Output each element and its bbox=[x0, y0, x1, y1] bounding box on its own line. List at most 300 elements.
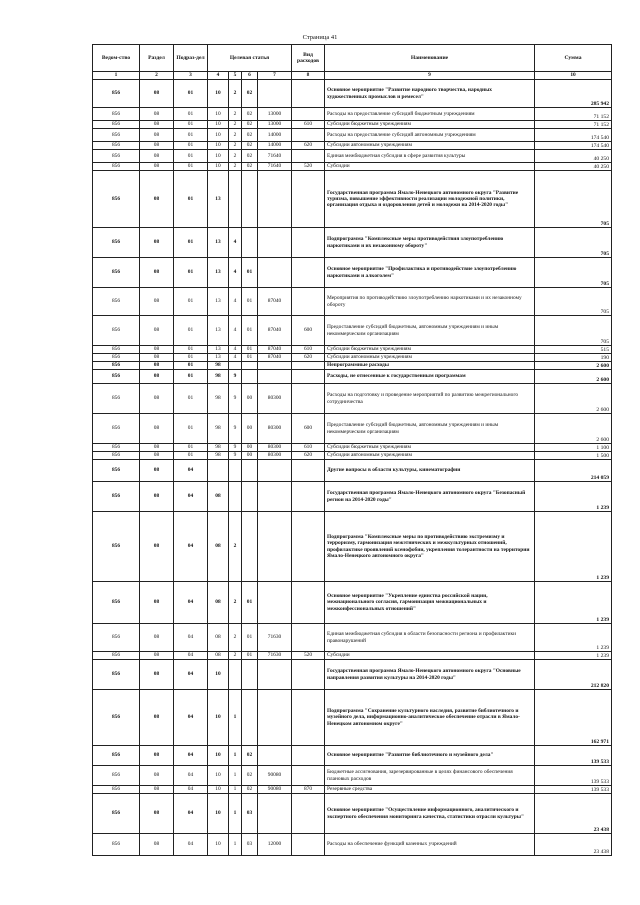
cell-cs-event: 00 bbox=[242, 384, 258, 414]
cell-name: Предоставление субсидий бюджетным, автономным учреждениям и иным некоммерческим организациям bbox=[325, 316, 535, 346]
cell-cs-direction bbox=[258, 746, 292, 766]
cell-sum: 71 152 bbox=[535, 108, 612, 121]
cell-podrazdel: 01 bbox=[174, 163, 208, 171]
table-row bbox=[93, 316, 612, 346]
cell-cs-subprogram: 2 bbox=[229, 150, 242, 163]
table-row bbox=[93, 150, 612, 163]
cell-cs-program: 10 bbox=[208, 142, 229, 150]
table-row bbox=[93, 370, 612, 384]
cell-podrazdel: 01 bbox=[174, 370, 208, 384]
cell-razdel: 08 bbox=[140, 834, 174, 856]
cell-cs-subprogram: 9 bbox=[229, 444, 242, 452]
cell-sum: 190 bbox=[535, 354, 612, 362]
cell-cs-subprogram: 4 bbox=[229, 258, 242, 288]
cell-vedomstvo: 856 bbox=[93, 316, 140, 346]
cell-name: Единая межбюджетная субсидия в сфере развития культуры bbox=[325, 150, 535, 163]
cell-razdel: 08 bbox=[140, 452, 174, 460]
cell-cs-direction: 80300 bbox=[258, 452, 292, 460]
cell-name: Расходы на предоставление субсидий автономным учреждениям bbox=[325, 129, 535, 142]
cell-cs-subprogram: 1 bbox=[229, 786, 242, 794]
cell-vedomstvo: 856 bbox=[93, 746, 140, 766]
cell-cs-direction: 71630 bbox=[258, 624, 292, 652]
cell-podrazdel: 04 bbox=[174, 794, 208, 834]
column-number: 4 bbox=[208, 72, 229, 80]
cell-cs-event: 02 bbox=[242, 121, 258, 129]
cell-cs-event: 00 bbox=[242, 452, 258, 460]
cell-cs-event bbox=[242, 460, 258, 482]
cell-sum: 1 239 bbox=[535, 652, 612, 660]
cell-cs-subprogram: 4 bbox=[229, 288, 242, 316]
cell-name: Субсидии автономным учреждениям bbox=[325, 452, 535, 460]
header-naimenovanie: Наименование bbox=[325, 45, 535, 72]
cell-name: Подпрограмма "Сохранение культурного наследия, развитие библиотечного и музейного дела, информационно-аналитическое обеспечение отрасли в Ямало-Ненецком автономном округе" bbox=[325, 690, 535, 746]
cell-sum: 40 250 bbox=[535, 163, 612, 171]
cell-name: Субсидии бюджетным учреждениям bbox=[325, 346, 535, 354]
table-row bbox=[93, 288, 612, 316]
cell-cs-subprogram: 2 bbox=[229, 129, 242, 142]
cell-cs-subprogram bbox=[229, 171, 242, 228]
cell-cs-program: 08 bbox=[208, 652, 229, 660]
cell-cs-subprogram: 9 bbox=[229, 384, 242, 414]
cell-cs-subprogram: 2 bbox=[229, 108, 242, 121]
cell-name: Расходы, не отнесенные к государственным программам bbox=[325, 370, 535, 384]
cell-sum: 705 bbox=[535, 316, 612, 346]
cell-name: Единая межбюджетная субсидия в области безопасности региона и профилактики правонарушений bbox=[325, 624, 535, 652]
cell-vid-rashodov bbox=[292, 660, 325, 690]
cell-vedomstvo: 856 bbox=[93, 142, 140, 150]
page-number: Страница 41 bbox=[302, 34, 338, 41]
cell-vid-rashodov: 620 bbox=[292, 142, 325, 150]
cell-cs-direction: 87040 bbox=[258, 316, 292, 346]
cell-razdel: 08 bbox=[140, 766, 174, 786]
header-summa: Сумма bbox=[535, 45, 612, 72]
cell-vid-rashodov bbox=[292, 129, 325, 142]
cell-cs-event: 00 bbox=[242, 414, 258, 444]
cell-vedomstvo: 856 bbox=[93, 362, 140, 370]
cell-cs-event: 01 bbox=[242, 288, 258, 316]
cell-podrazdel: 01 bbox=[174, 129, 208, 142]
cell-cs-direction: 14000 bbox=[258, 142, 292, 150]
cell-cs-program: 13 bbox=[208, 288, 229, 316]
cell-razdel: 08 bbox=[140, 228, 174, 258]
cell-name: Подпрограмма "Комплексные меры по противодействию экстремизму и терроризму, гармонизация межэтнических и межкультурных отношений, профилактике проявлений ксенофобии, укрепления толерантности на территории Ямало-Ненецкого автономного округа" bbox=[325, 512, 535, 582]
cell-name: Бюджетные ассигнования, зарезервированные в целях финансового обеспечения плановых расходов bbox=[325, 766, 535, 786]
cell-cs-event: 02 bbox=[242, 80, 258, 108]
cell-cs-subprogram: 4 bbox=[229, 346, 242, 354]
cell-podrazdel: 01 bbox=[174, 346, 208, 354]
cell-cs-event bbox=[242, 690, 258, 746]
table-row bbox=[93, 512, 612, 582]
cell-cs-subprogram: 2 bbox=[229, 121, 242, 129]
cell-vid-rashodov: 610 bbox=[292, 121, 325, 129]
cell-vedomstvo: 856 bbox=[93, 482, 140, 512]
cell-cs-program: 10 bbox=[208, 766, 229, 786]
cell-name: Государственная программа Ямало-Ненецкого автономного округа "Развитие туризма, повышение эффективности реализации молодежной политики, организация отдыха и оздоровления детей и молодежи на 2014-2020 годы" bbox=[325, 171, 535, 228]
cell-cs-event bbox=[242, 660, 258, 690]
cell-cs-program: 10 bbox=[208, 794, 229, 834]
cell-cs-program: 08 bbox=[208, 482, 229, 512]
cell-sum: 23 438 bbox=[535, 794, 612, 834]
cell-cs-event: 02 bbox=[242, 142, 258, 150]
column-number: 5 bbox=[229, 72, 242, 80]
cell-sum: 174 540 bbox=[535, 142, 612, 150]
cell-cs-event: 00 bbox=[242, 444, 258, 452]
cell-razdel: 08 bbox=[140, 624, 174, 652]
cell-cs-event: 01 bbox=[242, 652, 258, 660]
cell-podrazdel: 01 bbox=[174, 171, 208, 228]
cell-cs-subprogram: 2 bbox=[229, 624, 242, 652]
cell-name: Государственная программа Ямало-Ненецкого автономного округа "Безопасный регион на 2014-2020 годы" bbox=[325, 482, 535, 512]
cell-cs-event: 01 bbox=[242, 582, 258, 624]
cell-name: Другие вопросы в области культуры, кинематографии bbox=[325, 460, 535, 482]
cell-cs-event: 03 bbox=[242, 834, 258, 856]
cell-name: Непрограммные расходы bbox=[325, 362, 535, 370]
cell-vedomstvo: 856 bbox=[93, 452, 140, 460]
cell-sum: 162 971 bbox=[535, 690, 612, 746]
cell-vedomstvo: 856 bbox=[93, 460, 140, 482]
cell-cs-direction: 12000 bbox=[258, 834, 292, 856]
cell-razdel: 08 bbox=[140, 582, 174, 624]
cell-vid-rashodov bbox=[292, 624, 325, 652]
cell-cs-direction: 90080 bbox=[258, 766, 292, 786]
cell-cs-subprogram: 9 bbox=[229, 414, 242, 444]
cell-vedomstvo: 856 bbox=[93, 652, 140, 660]
cell-vid-rashodov bbox=[292, 108, 325, 121]
cell-cs-event: 01 bbox=[242, 354, 258, 362]
cell-cs-program: 10 bbox=[208, 80, 229, 108]
cell-vid-rashodov bbox=[292, 482, 325, 512]
table-row bbox=[93, 786, 612, 794]
cell-name: Основное мероприятие "Развитие библиотечного и музейного дела" bbox=[325, 746, 535, 766]
cell-cs-direction bbox=[258, 512, 292, 582]
cell-cs-subprogram bbox=[229, 482, 242, 512]
column-number: 1 bbox=[93, 72, 140, 80]
cell-cs-direction: 71640 bbox=[258, 150, 292, 163]
cell-podrazdel: 01 bbox=[174, 288, 208, 316]
table-row bbox=[93, 228, 612, 258]
cell-podrazdel: 04 bbox=[174, 460, 208, 482]
cell-sum: 2 600 bbox=[535, 362, 612, 370]
cell-cs-direction: 87040 bbox=[258, 354, 292, 362]
cell-sum: 139 533 bbox=[535, 746, 612, 766]
cell-cs-program: 08 bbox=[208, 582, 229, 624]
cell-vid-rashodov: 600 bbox=[292, 414, 325, 444]
cell-vid-rashodov: 620 bbox=[292, 354, 325, 362]
cell-cs-program: 13 bbox=[208, 346, 229, 354]
cell-sum: 71 152 bbox=[535, 121, 612, 129]
cell-vedomstvo: 856 bbox=[93, 121, 140, 129]
header-celevaya-statya: Целевая статья bbox=[208, 45, 292, 72]
cell-vid-rashodov bbox=[292, 258, 325, 288]
cell-vedomstvo: 856 bbox=[93, 794, 140, 834]
cell-cs-direction: 90080 bbox=[258, 786, 292, 794]
cell-razdel: 08 bbox=[140, 163, 174, 171]
cell-cs-direction bbox=[258, 660, 292, 690]
table-row bbox=[93, 80, 612, 108]
cell-cs-program: 10 bbox=[208, 786, 229, 794]
cell-podrazdel: 01 bbox=[174, 316, 208, 346]
cell-name: Основное мероприятие "Укрепление единства российской нации, межнационального согласия, гармонизация межнациональных и межконфессиональных отношений" bbox=[325, 582, 535, 624]
cell-vedomstvo: 856 bbox=[93, 354, 140, 362]
cell-vedomstvo: 856 bbox=[93, 384, 140, 414]
cell-podrazdel: 01 bbox=[174, 362, 208, 370]
cell-podrazdel: 04 bbox=[174, 746, 208, 766]
cell-razdel: 08 bbox=[140, 652, 174, 660]
cell-cs-subprogram: 2 bbox=[229, 142, 242, 150]
cell-cs-direction bbox=[258, 460, 292, 482]
cell-vedomstvo: 856 bbox=[93, 228, 140, 258]
cell-sum: 139 533 bbox=[535, 786, 612, 794]
table-row bbox=[93, 460, 612, 482]
cell-sum: 1 100 bbox=[535, 444, 612, 452]
cell-razdel: 08 bbox=[140, 346, 174, 354]
table-row bbox=[93, 794, 612, 834]
cell-cs-program: 10 bbox=[208, 690, 229, 746]
cell-cs-subprogram bbox=[229, 660, 242, 690]
cell-podrazdel: 01 bbox=[174, 121, 208, 129]
cell-cs-subprogram bbox=[229, 460, 242, 482]
cell-cs-program: 10 bbox=[208, 129, 229, 142]
cell-cs-event bbox=[242, 370, 258, 384]
table-row bbox=[93, 482, 612, 512]
cell-cs-event: 02 bbox=[242, 108, 258, 121]
cell-sum: 2 600 bbox=[535, 414, 612, 444]
cell-cs-subprogram: 2 bbox=[229, 512, 242, 582]
cell-name: Основное мероприятие "Развитие народного творчества, народных художественных промыслов и ремесел" bbox=[325, 80, 535, 108]
cell-razdel: 08 bbox=[140, 460, 174, 482]
cell-vedomstvo: 856 bbox=[93, 766, 140, 786]
budget-table-sheet bbox=[92, 44, 611, 856]
cell-name: Расходы на обеспечение функций казенных учреждений bbox=[325, 834, 535, 856]
cell-cs-event bbox=[242, 482, 258, 512]
table-row bbox=[93, 660, 612, 690]
cell-cs-direction: 71640 bbox=[258, 163, 292, 171]
cell-razdel: 08 bbox=[140, 129, 174, 142]
cell-podrazdel: 01 bbox=[174, 258, 208, 288]
cell-podrazdel: 04 bbox=[174, 766, 208, 786]
cell-cs-event: 02 bbox=[242, 129, 258, 142]
cell-cs-subprogram: 4 bbox=[229, 316, 242, 346]
table-row bbox=[93, 129, 612, 142]
cell-name: Расходы на предоставление субсидий бюджетным учреждениям bbox=[325, 108, 535, 121]
budget-table bbox=[92, 44, 612, 856]
cell-vid-rashodov bbox=[292, 370, 325, 384]
table-row bbox=[93, 414, 612, 444]
cell-cs-subprogram: 9 bbox=[229, 370, 242, 384]
cell-podrazdel: 01 bbox=[174, 142, 208, 150]
cell-razdel: 08 bbox=[140, 80, 174, 108]
cell-razdel: 08 bbox=[140, 794, 174, 834]
cell-cs-program: 10 bbox=[208, 834, 229, 856]
cell-vedomstvo: 856 bbox=[93, 690, 140, 746]
cell-razdel: 08 bbox=[140, 258, 174, 288]
cell-razdel: 08 bbox=[140, 370, 174, 384]
cell-cs-program: 10 bbox=[208, 121, 229, 129]
cell-razdel: 08 bbox=[140, 171, 174, 228]
cell-sum: 285 942 bbox=[535, 80, 612, 108]
table-row bbox=[93, 452, 612, 460]
cell-cs-direction: 87040 bbox=[258, 346, 292, 354]
cell-vid-rashodov: 600 bbox=[292, 316, 325, 346]
table-row bbox=[93, 690, 612, 746]
cell-cs-event bbox=[242, 228, 258, 258]
cell-cs-subprogram bbox=[229, 362, 242, 370]
table-row bbox=[93, 624, 612, 652]
cell-cs-program: 13 bbox=[208, 171, 229, 228]
cell-vid-rashodov bbox=[292, 288, 325, 316]
cell-vedomstvo: 856 bbox=[93, 150, 140, 163]
cell-name: Субсидии автономным учреждениям bbox=[325, 142, 535, 150]
cell-sum: 1 500 bbox=[535, 452, 612, 460]
cell-cs-program: 98 bbox=[208, 362, 229, 370]
cell-vid-rashodov: 610 bbox=[292, 444, 325, 452]
cell-cs-program: 08 bbox=[208, 624, 229, 652]
cell-vid-rashodov: 520 bbox=[292, 652, 325, 660]
cell-name: Подпрограмма "Комплексные меры противодействия злоупотреблению наркотиками и их незаконному обороту" bbox=[325, 228, 535, 258]
column-number-row bbox=[93, 72, 612, 80]
cell-name: Резервные средства bbox=[325, 786, 535, 794]
table-row bbox=[93, 834, 612, 856]
cell-cs-program: 98 bbox=[208, 444, 229, 452]
cell-name: Мероприятия по противодействию злоупотреблению наркотиками и их незаконному обороту bbox=[325, 288, 535, 316]
cell-cs-direction: 71630 bbox=[258, 652, 292, 660]
cell-vid-rashodov bbox=[292, 746, 325, 766]
cell-vid-rashodov: 620 bbox=[292, 452, 325, 460]
cell-cs-event bbox=[242, 171, 258, 228]
cell-cs-direction bbox=[258, 362, 292, 370]
cell-sum: 139 533 bbox=[535, 766, 612, 786]
cell-sum: 705 bbox=[535, 228, 612, 258]
table-row bbox=[93, 582, 612, 624]
column-number: 8 bbox=[292, 72, 325, 80]
cell-sum: 1 239 bbox=[535, 624, 612, 652]
cell-sum: 23 438 bbox=[535, 834, 612, 856]
cell-cs-direction: 80300 bbox=[258, 444, 292, 452]
cell-cs-event: 01 bbox=[242, 624, 258, 652]
table-row bbox=[93, 746, 612, 766]
cell-vedomstvo: 856 bbox=[93, 370, 140, 384]
cell-vedomstvo: 856 bbox=[93, 660, 140, 690]
cell-sum: 40 250 bbox=[535, 150, 612, 163]
cell-cs-program: 08 bbox=[208, 512, 229, 582]
cell-cs-direction bbox=[258, 370, 292, 384]
cell-podrazdel: 04 bbox=[174, 652, 208, 660]
column-number: 7 bbox=[258, 72, 292, 80]
cell-podrazdel: 01 bbox=[174, 452, 208, 460]
cell-cs-program: 13 bbox=[208, 354, 229, 362]
cell-vedomstvo: 856 bbox=[93, 163, 140, 171]
cell-vedomstvo: 856 bbox=[93, 108, 140, 121]
table-row bbox=[93, 142, 612, 150]
cell-cs-event: 02 bbox=[242, 150, 258, 163]
header-vid-rashodov: Вид расходов bbox=[292, 45, 325, 72]
header-podrazdel: Подраз-дел bbox=[174, 45, 208, 72]
cell-vedomstvo: 856 bbox=[93, 80, 140, 108]
cell-vid-rashodov bbox=[292, 834, 325, 856]
cell-cs-subprogram: 1 bbox=[229, 746, 242, 766]
cell-sum: 515 bbox=[535, 346, 612, 354]
cell-vid-rashodov bbox=[292, 228, 325, 258]
cell-razdel: 08 bbox=[140, 142, 174, 150]
cell-sum: 1 239 bbox=[535, 512, 612, 582]
table-row bbox=[93, 108, 612, 121]
cell-sum: 1 239 bbox=[535, 482, 612, 512]
cell-cs-direction bbox=[258, 582, 292, 624]
table-body bbox=[93, 80, 612, 856]
cell-podrazdel: 01 bbox=[174, 414, 208, 444]
cell-cs-program: 98 bbox=[208, 370, 229, 384]
cell-vid-rashodov: 520 bbox=[292, 163, 325, 171]
cell-cs-event: 01 bbox=[242, 258, 258, 288]
cell-cs-subprogram: 9 bbox=[229, 452, 242, 460]
cell-cs-program: 10 bbox=[208, 163, 229, 171]
cell-sum: 705 bbox=[535, 171, 612, 228]
cell-cs-subprogram: 2 bbox=[229, 582, 242, 624]
cell-razdel: 08 bbox=[140, 660, 174, 690]
cell-cs-program: 10 bbox=[208, 108, 229, 121]
cell-razdel: 08 bbox=[140, 414, 174, 444]
table-row bbox=[93, 258, 612, 288]
column-number: 2 bbox=[140, 72, 174, 80]
cell-vid-rashodov bbox=[292, 150, 325, 163]
cell-cs-event: 02 bbox=[242, 746, 258, 766]
cell-razdel: 08 bbox=[140, 690, 174, 746]
table-row bbox=[93, 163, 612, 171]
cell-cs-event: 01 bbox=[242, 316, 258, 346]
cell-cs-direction bbox=[258, 794, 292, 834]
cell-cs-program: 13 bbox=[208, 258, 229, 288]
cell-cs-direction: 80300 bbox=[258, 414, 292, 444]
cell-cs-event: 02 bbox=[242, 786, 258, 794]
table-row bbox=[93, 354, 612, 362]
cell-podrazdel: 01 bbox=[174, 80, 208, 108]
cell-cs-subprogram: 2 bbox=[229, 80, 242, 108]
cell-vid-rashodov bbox=[292, 80, 325, 108]
table-row bbox=[93, 384, 612, 414]
cell-vid-rashodov bbox=[292, 362, 325, 370]
cell-vedomstvo: 856 bbox=[93, 834, 140, 856]
cell-name: Субсидии бюджетным учреждениям bbox=[325, 444, 535, 452]
cell-razdel: 08 bbox=[140, 108, 174, 121]
cell-vid-rashodov bbox=[292, 690, 325, 746]
cell-cs-event: 02 bbox=[242, 766, 258, 786]
cell-podrazdel: 01 bbox=[174, 150, 208, 163]
cell-cs-program: 10 bbox=[208, 660, 229, 690]
cell-vedomstvo: 856 bbox=[93, 582, 140, 624]
cell-cs-program: 10 bbox=[208, 150, 229, 163]
cell-podrazdel: 04 bbox=[174, 582, 208, 624]
cell-name: Основное мероприятие "Осуществление информационного, аналитического и экспертного обеспечения мониторинга качества, статистики отрасли культуры" bbox=[325, 794, 535, 834]
cell-razdel: 08 bbox=[140, 444, 174, 452]
cell-cs-direction bbox=[258, 228, 292, 258]
header-razdel: Раздел bbox=[140, 45, 174, 72]
cell-razdel: 08 bbox=[140, 746, 174, 766]
table-row bbox=[93, 121, 612, 129]
cell-razdel: 08 bbox=[140, 512, 174, 582]
cell-vedomstvo: 856 bbox=[93, 129, 140, 142]
cell-podrazdel: 04 bbox=[174, 660, 208, 690]
cell-cs-direction bbox=[258, 690, 292, 746]
cell-vid-rashodov bbox=[292, 766, 325, 786]
cell-cs-program: 98 bbox=[208, 452, 229, 460]
cell-name: Субсидии автономным учреждениям bbox=[325, 354, 535, 362]
cell-cs-direction: 87040 bbox=[258, 288, 292, 316]
column-number: 6 bbox=[242, 72, 258, 80]
cell-podrazdel: 01 bbox=[174, 228, 208, 258]
cell-vedomstvo: 856 bbox=[93, 624, 140, 652]
table-row bbox=[93, 346, 612, 354]
cell-name: Предоставление субсидий бюджетным, автономным учреждениям и иным некоммерческим организациям bbox=[325, 414, 535, 444]
